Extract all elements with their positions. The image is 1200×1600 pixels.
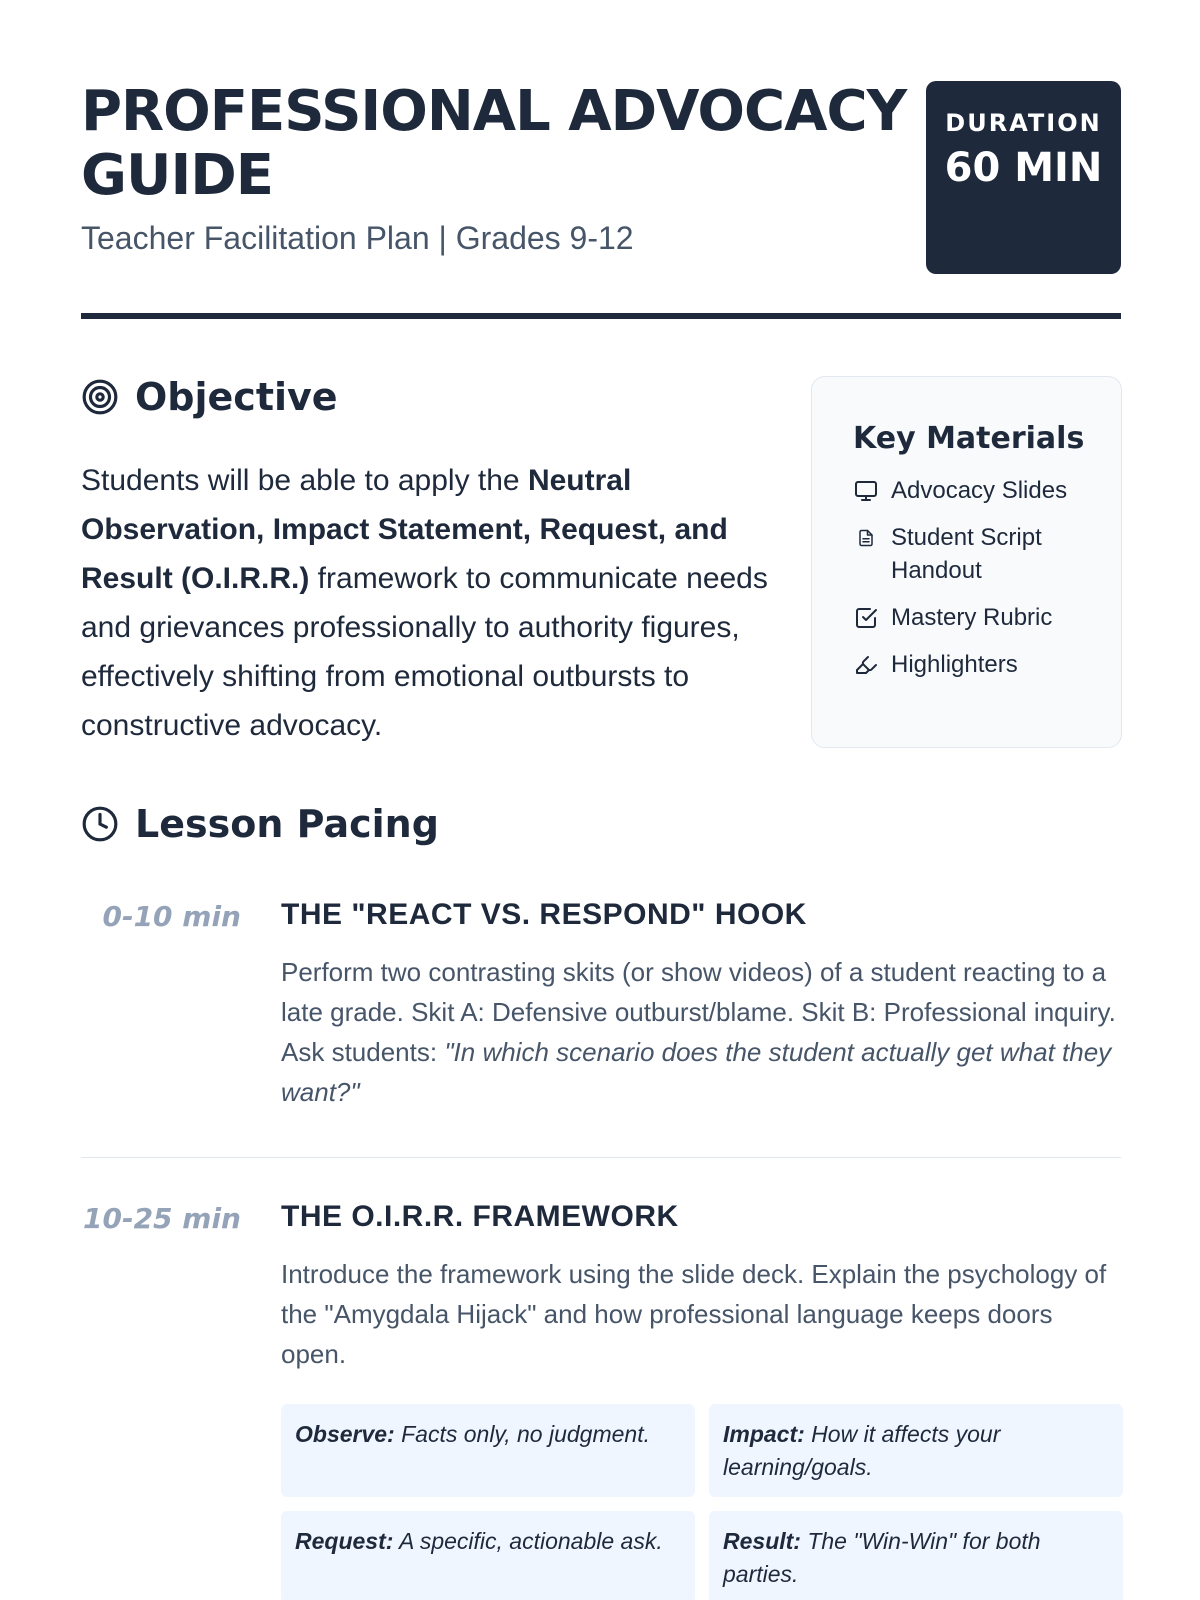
framework-term: Observe:: [295, 1421, 395, 1447]
step-description-quote: "In which scenario does the student actually get what they want?": [281, 1037, 1112, 1107]
framework-text: Facts only, no judgment.: [394, 1421, 650, 1447]
step-title: THE O.I.R.R. FRAMEWORK: [281, 1200, 679, 1233]
step-time: 10-25 min: [82, 1202, 241, 1235]
framework-term: Request:: [295, 1528, 394, 1554]
material-label: Student Script Handout: [891, 524, 1042, 584]
material-item: [853, 601, 1121, 634]
framework-term: Result:: [723, 1528, 801, 1554]
framework-text: The "Win-Win" for both parties.: [723, 1528, 1041, 1587]
material-label: Mastery Rubric: [891, 604, 1053, 631]
material-item: [853, 474, 1121, 507]
framework-text: How it affects your learning/goals.: [723, 1421, 1001, 1480]
checkbox-icon: [854, 606, 878, 630]
page-header: [81, 80, 1121, 320]
framework-cell-observe: [281, 1404, 695, 1497]
framework-cell-request: [281, 1511, 695, 1600]
material-item: [853, 648, 1121, 681]
step-time: 0-10 min: [102, 900, 241, 933]
key-materials-card: [811, 376, 1122, 748]
step-description-text: Perform two contrasting skits (or show videos) of a student reacting to a late grade. Skit A: Defensive outburst/blame. Skit B: Professional inquiry. Ask students:: [281, 957, 1116, 1067]
material-label: Highlighters: [891, 651, 1018, 678]
target-icon: [81, 378, 119, 416]
duration-badge: [926, 81, 1121, 274]
objective-text-before: Students will be able to apply the: [81, 464, 528, 497]
key-materials-title: Key Materials: [853, 421, 1085, 456]
framework-cell-result: [709, 1511, 1123, 1600]
objective-text: [81, 456, 781, 750]
material-item: [853, 521, 1121, 587]
framework-text: A specific, actionable ask.: [393, 1528, 663, 1554]
objective-heading: [81, 375, 338, 419]
pacing-heading: [81, 802, 439, 846]
page-title: PROFESSIONAL ADVOCACY GUIDE: [81, 79, 907, 208]
framework-cell-impact: [709, 1404, 1123, 1497]
objective-text-bold: Neutral Observation, Impact Statement, Request, and Result (O.I.R.R.): [81, 464, 728, 595]
oirr-framework-grid: [281, 1404, 1121, 1600]
monitor-icon: [854, 479, 878, 503]
header-rule: [81, 313, 1121, 319]
document-icon: [857, 529, 875, 547]
step-title: THE "REACT VS. RESPOND" HOOK: [281, 898, 807, 931]
step-divider: [81, 1157, 1121, 1158]
page-subtitle: Teacher Facilitation Plan | Grades 9-12: [81, 220, 634, 256]
duration-label: DURATION: [945, 109, 1102, 137]
material-label: Advocacy Slides: [891, 477, 1068, 504]
clock-icon: [81, 805, 119, 843]
highlighter-icon: [854, 653, 878, 677]
objective-heading-label: Objective: [135, 375, 338, 419]
pacing-heading-label: Lesson Pacing: [135, 802, 439, 846]
step-description: Introduce the framework using the slide deck. Explain the psychology of the "Amygdala Hijack" and how professional language keeps doors open.: [281, 1259, 1107, 1369]
framework-term: Impact:: [723, 1421, 805, 1447]
objective-text-after: framework to communicate needs and grievances professionally to authority figures, effectively shifting from emotional outbursts to constructive advocacy.: [81, 562, 768, 742]
step-description: [281, 952, 1121, 1112]
duration-value: 60 MIN: [944, 145, 1103, 191]
